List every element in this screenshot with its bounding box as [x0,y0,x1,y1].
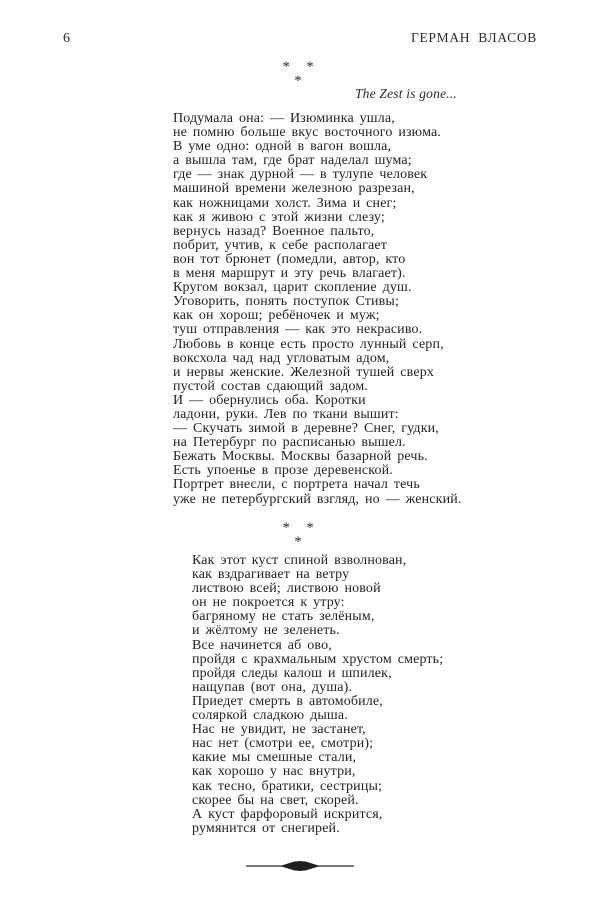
poem-line: он не покроется к утру: [192,595,345,611]
poem-line: В уме одно: одной в вагон вошла, [173,139,392,155]
poem-line: вернусь назад? Военное пальто, [173,223,375,239]
poem-line: пройдя с крахмальным хрустом смерть; [192,651,444,667]
poem-line: как хорошо у нас внутри, [192,764,356,780]
poem-line: как я живою с этой жизни слезу; [173,209,385,225]
poem-line: вон тот брюнет (помедли, автор, кто [173,251,406,267]
running-header [63,30,537,47]
poem-line: Бежать Москвы. Москвы базарной речь. [173,449,428,465]
poem-line: Кругом вокзал, царит скопление душ. [173,280,412,296]
poem-line: Как этот куст спиной взволнован, [192,553,407,568]
poem-line: Уговорить, понять поступок Стивы; [173,294,400,310]
poem-line: пустой состав сдающий задом. [173,378,369,394]
poem-line: И — обернулись оба. Коротки [173,392,366,408]
page-number: 6 [63,31,70,46]
asterisk-row-bottom: * [294,73,302,89]
poem-line: — Скучать зимой в деревне? Снег, гудки, [173,421,439,437]
poem-line: уже не петербургский взгляд, но — женский. [173,491,462,507]
poem-line: а вышла там, где брат наделал шума; [173,153,412,169]
poem-line: скорее бы на свет, скорей. [192,792,359,808]
poem-line: как он хорош; ребёночек и муж; [173,308,380,324]
poem-line: нас нет (смотри ее, смотри); [192,736,374,752]
asterisk-row-top: * * [282,520,314,536]
poem-line: на Петербург по расписанью вышел. [173,435,406,451]
poem-line: Есть упоенье в прозе деревенской. [173,463,393,479]
poem-line: листвою всей; листвою новой [192,581,381,597]
poem-line: как вздрагивает на ветру [192,567,350,583]
poem-line: Все начинется аб ово, [192,637,332,653]
poem-line: пройдя следы калош и шпилек, [192,665,392,681]
asterisk-divider [0,60,596,88]
poem-line: туш отправления — как это некрасиво. [173,322,423,338]
poem-line: воксхола чад над угловатым адом, [173,350,390,366]
poem-line: Приедет смерть в автомобиле, [192,693,383,709]
diamond-rule-ornament [246,859,354,871]
running-header-author: ГЕРМАН ВЛАСОВ [410,30,537,45]
epigraph: The Zest is gone... [354,86,457,101]
poem-line: не помню больше вкус восточного изюма. [173,125,442,141]
poem-line: Портрет внесли, с портрета начал течь [173,477,420,493]
poem-first [173,112,462,507]
poem-line: Любовь в конце есть просто лунный серп, [173,336,444,352]
poem-line: машиной времени железною разрезан, [173,181,415,197]
poem-line: как ножницами холст. Зима и снег; [173,195,397,211]
poem-line: побрит, учтив, к себе располагает [173,237,387,253]
poem-line: и жёлтому не зеленеть. [192,623,340,639]
poem-line: как тесно, братики, сестрицы; [192,778,383,794]
poem-second [192,554,443,836]
poem-line: румянится от снегирей. [192,820,340,836]
poem-line: Нас не увидит, не застанет, [192,722,366,738]
asterisk-row-bottom: * [294,534,302,550]
asterisk-row-top: * * [282,59,314,75]
poem-line: А куст фарфоровый искрится, [192,806,383,822]
diamond-rule-icon [246,860,354,872]
poem-line: в меня маршрут и эту речь влагает). [173,266,406,282]
poem-line: багряному не стать зелёным, [192,609,375,625]
poem-line: соляркой сладкою дыша. [192,708,348,724]
poem-line: какие мы смешные стали, [192,750,357,766]
poem-line: ладони, руки. Лев по ткани вышит: [173,406,399,422]
poem-line: Подумала она: — Изюминка ушла, [173,111,395,126]
poem-line: нащупав (вот она, душа). [192,679,353,695]
asterisk-divider [0,521,596,549]
poem-line: где — знак дурной — в тулупе человек [173,167,428,183]
poem-line: и нервы женские. Железной тушей сверх [173,364,434,380]
